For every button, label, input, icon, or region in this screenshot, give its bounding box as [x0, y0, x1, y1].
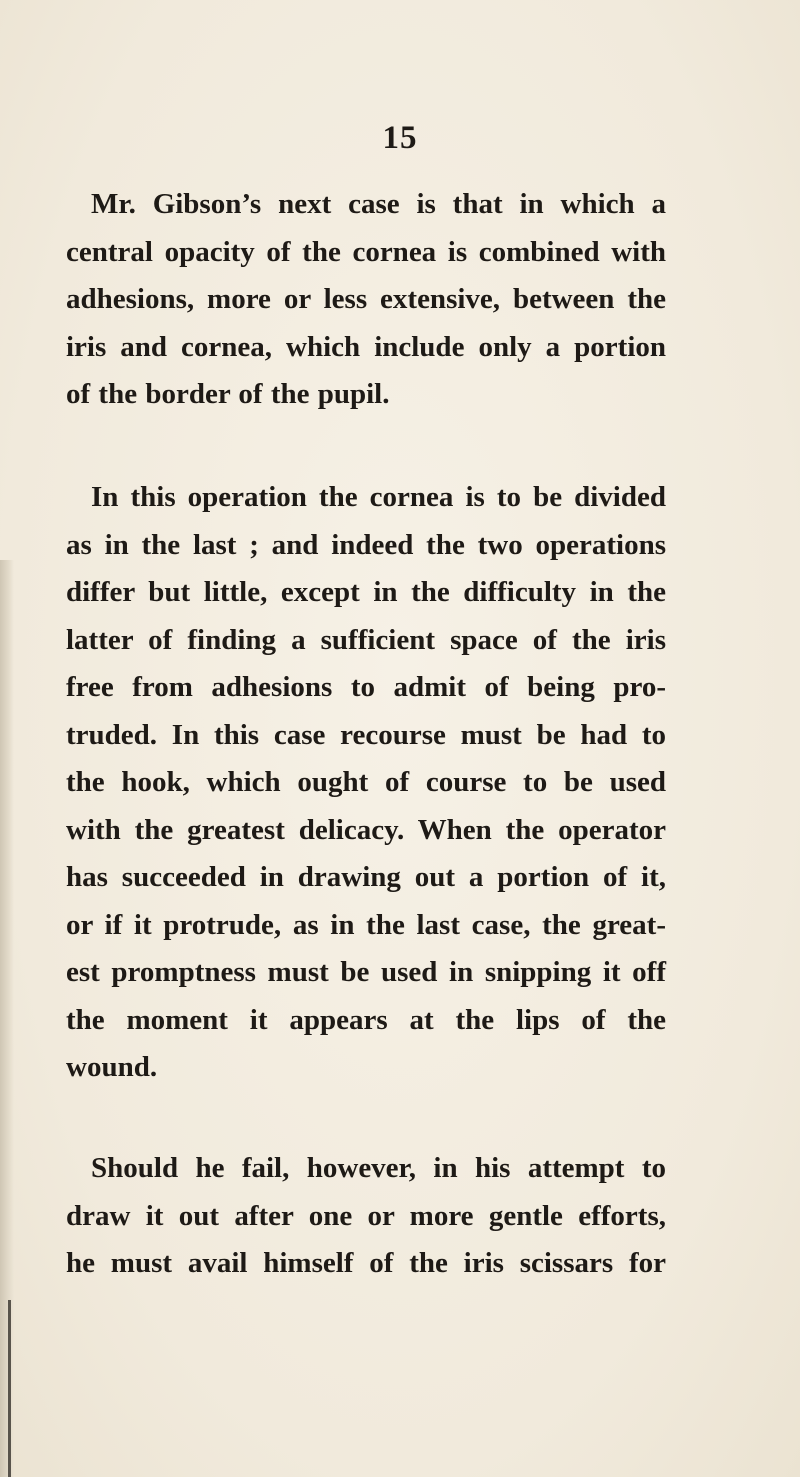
text-line: In this operation the cornea is to be divided [91, 481, 666, 513]
paragraph-2 [66, 474, 666, 1092]
binding-edge [8, 1300, 11, 1477]
text-line: free from adhesions to admit of being pro- [66, 671, 666, 703]
text-line: wound. [66, 1051, 158, 1083]
page-gutter-shadow [0, 560, 14, 1477]
text-line: the moment it appears at the lips of the [66, 1003, 666, 1036]
text-line: with the greatest delicacy. When the operator [66, 813, 666, 846]
text-line: draw it out after one or more gentle efforts, [66, 1199, 666, 1232]
text-line: est promptness must be used in snipping it off [66, 956, 666, 988]
text-line: Should he fail, however, in his attempt to [91, 1152, 666, 1184]
paragraph-3 [66, 1145, 666, 1288]
text-line: he must avail himself of the iris scissars for [66, 1247, 666, 1279]
text-line: differ but little, except in the difficulty in the [66, 576, 666, 608]
page-number: 15 [382, 120, 418, 156]
text-line: the hook, which ought of course to be used [66, 766, 666, 798]
text-line: central opacity of the cornea is combined with [66, 235, 666, 268]
text-line: adhesions, more or less extensive, between the [66, 283, 666, 315]
text-line: has succeeded in drawing out a portion of it, [66, 861, 666, 893]
text-line: Mr. Gibson’s next case is that in which a [91, 188, 666, 220]
text-line: as in the last ; and indeed the two operations [66, 528, 666, 561]
text-line: of the border of the pupil. [66, 378, 390, 410]
text-line: or if it protrude, as in the last case, the great- [66, 908, 666, 941]
text-line: latter of finding a sufficient space of the iris [66, 623, 666, 656]
text-line: iris and cornea, which include only a portion [66, 330, 666, 363]
paragraph-1 [66, 181, 666, 419]
text-line: truded. In this case recourse must be had to [66, 718, 666, 751]
